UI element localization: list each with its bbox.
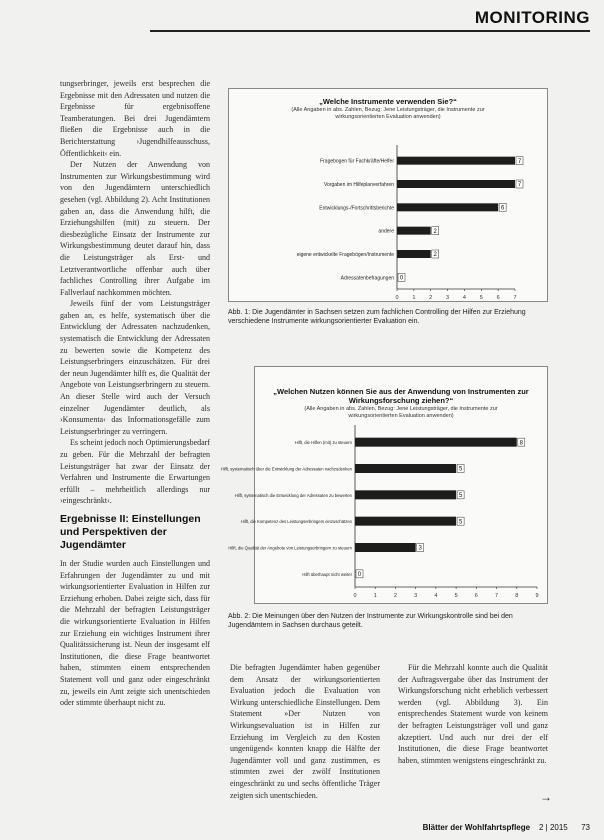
- chart2-tick-label: 3: [414, 593, 418, 599]
- chart1-data-label: 7: [517, 182, 522, 189]
- chart1-bar: [397, 180, 515, 188]
- chart1-tick-label: 1: [412, 295, 416, 301]
- chart2-tick-label: 2: [393, 593, 397, 599]
- figure-2-caption: Abb. 2: Die Meinungen über den Nutzen der Instrumente zur Wirkungskontrolle sind bei den Jugendämtern in Sachsen durchaus geteilt.: [228, 613, 513, 629]
- chart1-category-label: andere: [378, 228, 394, 235]
- chart2-data-label: 5: [458, 493, 463, 500]
- chart2-tick-label: 9: [535, 593, 539, 599]
- chart2-category-label: Hilft, die Kompetenz des Leistungserbringers einzuschätzen: [240, 519, 352, 525]
- header-rule: [150, 30, 590, 32]
- chart-2: [220, 423, 547, 601]
- chart1-bar: [397, 250, 431, 258]
- chart1-data-label: 2: [433, 252, 437, 259]
- figure-1-caption: Abb. 1: Die Jugendämter in Sachsen setzen zum fachlichen Controlling der Hilfen zur Erziehung verschiedene Instrumente wirkungsorientierter Evaluation ein.: [228, 309, 526, 325]
- footer: [423, 823, 590, 832]
- figure-1-subtitle: (Alle Angaben in abs. Zahlen, Bezug: Jene Leistungsträger, die Instrumente zur wirkungsorientierten Evaluation anwenden): [291, 107, 485, 120]
- chart2-tick-label: 6: [474, 593, 478, 599]
- chart2-tick-label: 0: [353, 593, 357, 599]
- chart1-data-label: 0: [399, 275, 404, 282]
- chart2-bar: [355, 543, 416, 552]
- middle-column: [230, 662, 380, 801]
- paragraph-5: In der Studie wurden auch Einstellungen und Erfahrungen der Jugendämter zu und mit wirkungsorientierter Evaluation in Hilfen zur Erziehung erhoben. Dabei zeigte sich, dass für die Mehrzahl der befragten Leistungsträger die wirkungsorientierte Evaluation in Hilfen zur Erziehung ein wichtiges Instrument ihrer Qualitätssicherung ist. Neun der insgesamt elf Institutionen, die diese Frage beantwortet haben, stimmten einem entsprechenden Statement voll und ganz oder eingeschränkt zu, jeweils ein Amt zeigte sich unentschieden oder stimmte überhaupt nicht zu.: [60, 558, 210, 708]
- figure-2-title: „Welchen Nutzen können Sie aus der Anwendung von Instrumenten zur Wirkungsforschung ziehen?“: [273, 387, 529, 405]
- figure-2-subtitle: (Alle Angaben in abs. Zahlen, Bezug: Jene Leistungsträger, die Instrumente zur wirkungsorientierten Evaluation anwenden): [304, 406, 498, 419]
- chart2-tick-label: 7: [495, 593, 499, 599]
- right-column: [398, 662, 548, 766]
- chart2-category-label: Hilft, systematisch über die Entwicklung der Adressaten nachzudenken: [220, 466, 352, 472]
- chart2-category-label: Hilft überhaupt nicht weiter: [302, 571, 352, 577]
- chart2-bar: [355, 464, 456, 473]
- chart1-category-label: Adressatenbefragungen: [340, 275, 394, 282]
- paragraph-3: Jeweils fünf der vom Leistungsträger gaben an, es helfe, systematisch über die Entwicklung der Adressaten nachzudenken, systematisch die Entwicklung der Adressaten zu bewerten sowie die Kompetenz des Leistungserbringers einzuschätzen. Für drei der neun Jugendämter hilft es, die Qualität der Angebote von Leistungserbringern zu steuern. An dieser Stelle wird auch der Versuch einzelner Jugendämter deutlich, als ›Konsumenta‹ das Informationsgefälle zum Leistungserbringer zu verringern.: [60, 299, 210, 436]
- chart1-category-label: eigene entwickelte Fragebögen/Instrumente: [296, 252, 394, 258]
- chart-1: [229, 129, 547, 299]
- chart1-data-label: 6: [500, 205, 505, 212]
- section-header: MONITORING: [474, 8, 590, 27]
- paragraph-4: Es scheint jedoch noch Optimierungsbedarf zu geben. Für die Mehrzahl der befragten Leistungsträger hat zwar der Einsatz der Verfahren und Instrumente die Erwartungen erfüllt – mehrheitlich allerdings nur ›eingeschränkt‹.: [60, 438, 210, 506]
- left-column: [60, 78, 210, 709]
- chart1-tick-label: 2: [429, 295, 433, 301]
- chart1-bar: [397, 203, 498, 211]
- chart1-tick-label: 4: [462, 295, 466, 301]
- paragraph-7: Für die Mehrzahl konnte auch die Qualität der Auftragsvergabe über das Instrument der Wirkungsforschung nicht erheblich verbessert werden (vgl. Abbildung 3). Ein entsprechendes Statement wurde von keinem der befragten Leistungsträger voll und ganz akzeptiert. Und auch nur drei der elf Institutionen, die diese Frage beantwortet haben, stimmten wenigstens eingeschränkt zu.: [398, 663, 548, 765]
- chart1-tick-label: 3: [446, 295, 450, 301]
- chart2-tick-label: 5: [454, 593, 458, 599]
- chart2-category-label: Hilft, die Hilfen (mit) zu steuern: [294, 440, 352, 446]
- chart2-tick-label: 4: [434, 593, 438, 599]
- paragraph-1: tungserbringer, jeweils erst besprechen die Ergebnisse mit den Adressaten und nutzen die Ergebnisse für ergebnisoffene Teamberatungen. Bei drei Jugendämtern fließen die Ergebnisse auch in die Berichterstattung ›Jugendhilfeausschuss, Öffentlichkeit‹ ein.: [60, 79, 210, 158]
- chart1-bar: [397, 227, 431, 235]
- figure-1-title: „Welche Instrumente verwenden Sie?“: [319, 97, 457, 106]
- chart2-data-label: 8: [519, 440, 523, 447]
- chart1-tick-label: 6: [496, 295, 500, 301]
- chart2-category-label: Hilft, systematisch die Entwicklung der Adressaten zu bewerten: [234, 492, 352, 498]
- chart1-tick-label: 5: [479, 295, 483, 301]
- page-number: 73: [581, 823, 590, 832]
- chart2-tick-label: 8: [515, 593, 519, 599]
- chart1-data-label: 7: [517, 158, 522, 165]
- chart2-category-label: Hilft, die Qualität der Angebote von Leistungserbringern zu steuern: [228, 545, 352, 551]
- chart2-bar: [355, 438, 517, 447]
- chart2-data-label: 3: [418, 545, 422, 552]
- paragraph-2: Der Nutzen der Anwendung von Instrumenten zur Wirkungsbestimmung wird von den Jugendämtern unterschiedlich gesehen (vgl. Abbildung 2). Acht Institutionen gaben an, dass die Anwendung hilft, die Erziehungshilfen (mit) zu steuern. Der diesbezügliche Einsatz der Instrumente zur Wirkungsbestimmung deutet darauf hin, dass die Leistungsträger als Erst- und Letztverantwortliche offenbar auch über fachliches Controlling ihrer Aufgabe im Fallverlauf nachkommen möchten.: [60, 160, 210, 297]
- figure-2: [220, 366, 548, 604]
- article-continues-arrow: →: [540, 790, 552, 804]
- paragraph-6: Die befragten Jugendämter haben gegenüber dem Ansatz der wirkungsorientierten Evaluation jedoch die Evaluation von Wirkung unterschiedliche Einstellungen. Dem Statement »Der Nutzen von Wirkungsevaluation ist in Hilfen zur Erziehung im Vergleich zu den Kosten ungenügend« konnten knapp die Hälfte der Jugendämter voll und ganz zustimmen, es stimmten zwei der zwölf Institutionen eingeschränkt zu und sechs öffentliche Träger zeigten sich unentschieden.: [230, 663, 380, 800]
- chart2-bar: [355, 490, 456, 499]
- chart2-data-label: 5: [458, 519, 463, 526]
- chart1-category-label: Fragebogen für Fachkräfte/Helfer: [320, 158, 394, 165]
- chart1-tick-label: 7: [513, 295, 517, 301]
- chart2-data-label: 0: [357, 572, 362, 579]
- chart2-data-label: 5: [458, 466, 463, 473]
- chart2-tick-label: 1: [373, 593, 377, 599]
- issue-number: 2 | 2015: [538, 823, 568, 832]
- journal-name: Blätter der Wohlfahrtspflege: [422, 823, 531, 832]
- chart2-bar: [355, 517, 456, 526]
- chart1-category-label: Vorgaben im Hilfeplanverfahren: [323, 182, 394, 188]
- chart1-category-label: Entwicklungs-/Fortschrittsberichte: [319, 205, 394, 212]
- figure-1: [228, 88, 548, 302]
- section-heading: Ergebnisse II: Einstellungen und Perspektiven der Jugendämter: [60, 512, 201, 551]
- chart1-bar: [397, 157, 515, 165]
- chart1-tick-label: 0: [395, 295, 399, 301]
- chart1-data-label: 2: [433, 228, 437, 235]
